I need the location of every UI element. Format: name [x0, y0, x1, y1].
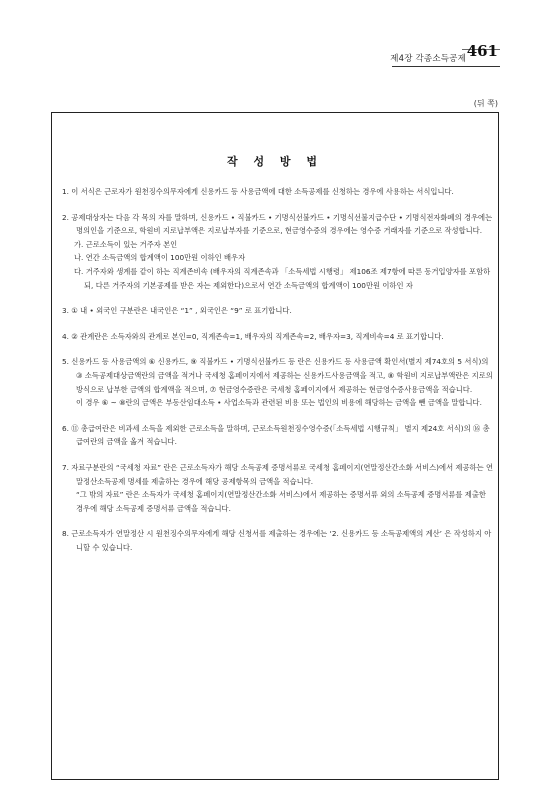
instruction-subitem-na: 나. 연간 소득금액의 합계액이 100만원 이하인 배우자 [74, 253, 246, 263]
instruction-text: 5. 신용카드 등 사용금액의 ⑥ 신용카드, ⑨ 직불카드 • 기명식선불카드 등 란은 신용카드 등 사용금액 확인서(별지 제74호의 5 서식)의 ③ 소득공제대상금액란의 금액을 적거나 국세청 홈페이지에서 제공하는 신용카드사용금액을 적고, ⑧ 학원비 지로납부액란은 지로의 방식으로 납부한 금액의 합계액을 적으며, ⑦ 현금영수증란은 국세청 홈페이지에서 제공하는 현금영수증사용금액을 적습니다. [62, 357, 493, 394]
instruction-continuation: 이 경우 ⑥ ~ ⑧란의 금액은 부동산임대소득 • 사업소득과 관련된 비용 또는 법인의 비용에 해당하는 금액을 뺀 금액을 말합니다. [76, 398, 482, 408]
instructions-list [62, 185, 494, 566]
instruction-text: 8. 근로소득자가 연말정산 시 원천징수의무자에게 해당 신청서를 제출하는 경우에는 ‘2. 신용카드 등 소득공제액의 계산’ 은 작성하지 아니할 수 있습니다. [62, 529, 492, 552]
instruction-item-6 [62, 422, 494, 449]
instruction-text: 1. 이 서식은 근로자가 원천징수의무자에게 신용카드 등 사용금액에 대한 소득공제를 신청하는 경우에 사용하는 서식입니다. [62, 187, 454, 196]
instruction-text: 4. ② 관계란은 소득자와의 관계로 본인=0, 직계존속=1, 배우자의 직계존속=2, 배우자=3, 직계비속=4 로 표기합니다. [62, 331, 444, 341]
instruction-text: 6. ⑪ 총급여란은 비과세 소득을 제외한 근로소득을 말하며, 근로소득원천징수영수증(「소득세법 시행규칙」 별지 제24호 서식)의 ⑯ 총급여란의 금액을 옮겨 적습니다. [62, 423, 490, 447]
instructions-box [51, 112, 499, 780]
instruction-item-4 [62, 330, 494, 344]
back-side-note: (뒤 쪽) [473, 99, 498, 108]
instruction-item-3 [62, 304, 494, 318]
instruction-item-5 [62, 355, 494, 409]
chapter-title: 제4장 각종소득공제 [390, 54, 466, 64]
page-header [0, 44, 550, 74]
instruction-text: 2. 공제대상자는 다음 각 목의 자를 말하며, 신용카드 • 직불카드 • 기명식선불카드 • 기명식선불지급수단 • 기명식전자화폐의 경우에는 명의인을 기준으로, 학원비 지로납부액은 지로납부자를 기준으로, 현금영수증의 경우에는 영수증 거래자를 기준으로 작성합니다. [62, 212, 493, 236]
header-rule [392, 66, 500, 67]
form-title: 작 성 방 법 [227, 155, 323, 168]
instruction-continuation: “그 밖의 자료” 란은 소득자가 국세청 홈페이지(연말정산간소화 서비스)에서 제공하는 증명서류 외의 소득공제 증명서류를 제출한 경우에 해당 소득공제 증명서류 금액을 적습니다. [76, 490, 486, 513]
instruction-subitem-da: 다. 거주자와 생계를 같이 하는 직계존비속 (배우자의 직계존속과 「소득세법 시행령」 제106조 제7항에 따른 동거입양자를 포함하되, 다른 거주자의 기본공제를 받은 자는 제외한다)으로서 연간 소득금액의 합계액이 100만원 이하인 자 [74, 266, 491, 290]
instruction-item-7 [62, 461, 494, 515]
instruction-item-8 [62, 527, 494, 554]
instruction-text: 3. ① 내 • 외국인 구분란은 내국인은 “1” , 외국인은 “9” 로 표기합니다. [62, 306, 292, 316]
instruction-subitem-ga: 가. 근로소득이 있는 거주자 본인 [74, 239, 178, 249]
instruction-item-2 [62, 211, 494, 293]
page-number: 461 [466, 42, 498, 60]
instruction-item-1 [62, 185, 494, 199]
instruction-text: 7. 자료구분란의 “국세청 자료” 란은 근로소득자가 해당 소득공제 증명서류로 국세청 홈페이지(연말정산간소화 서비스)에서 제공하는 연말정산소득공제 명세를 제출하는 경우에 해당 공제항목의 금액을 적습니다. [62, 462, 493, 486]
